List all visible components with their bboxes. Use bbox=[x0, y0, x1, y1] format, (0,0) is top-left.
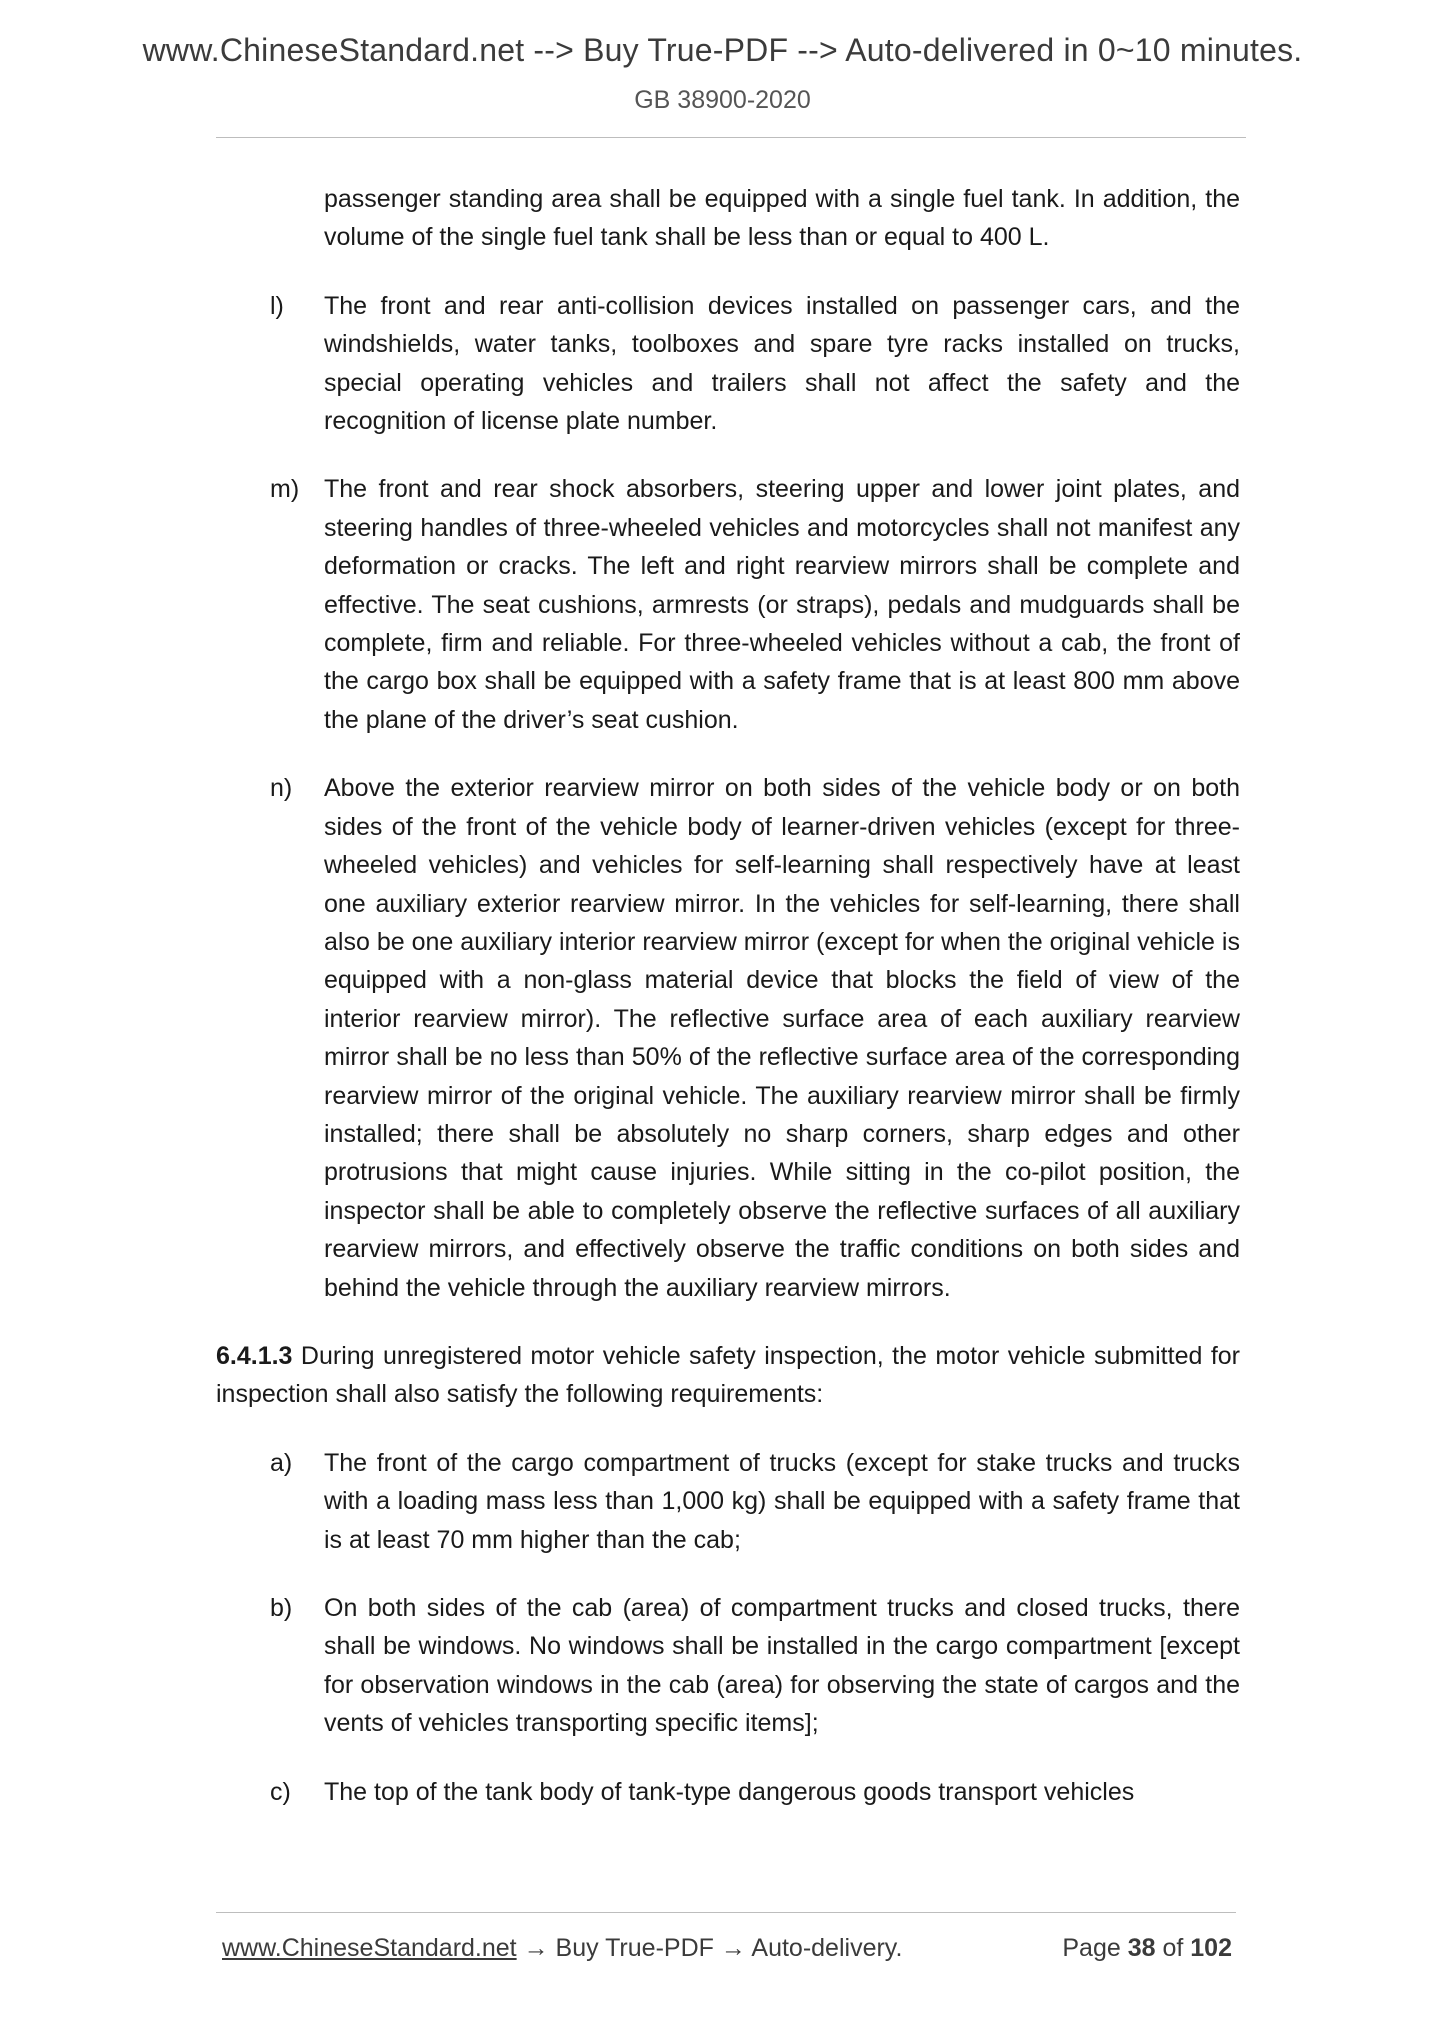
list-item-a bbox=[216, 1444, 1240, 1559]
list-item-b bbox=[216, 1589, 1240, 1743]
list-marker: n) bbox=[270, 774, 293, 803]
list-item-text: The front and rear anti-collision devices installed on passenger cars, and the windshields, water tanks, toolboxes and spare tyre racks installed on trucks, special operating vehicles and trailers shall not affect the safety and the recognition of license plate number. bbox=[324, 291, 1240, 436]
clause-6-4-1-3 bbox=[216, 1337, 1240, 1414]
list-item-n bbox=[216, 769, 1240, 1307]
list-item-text: The front of the cargo compartment of trucks (except for stake trucks and trucks with a loading mass less than 1,000 kg) shall be equipped with a safety frame that is at least 70 mm higher than the cab; bbox=[324, 1448, 1240, 1554]
page-label: Page bbox=[1062, 1934, 1121, 1962]
clause-text: During unregistered motor vehicle safety inspection, the motor vehicle submitted for inspection shall also satisfy the following requirements: bbox=[216, 1341, 1240, 1409]
list-marker: a) bbox=[270, 1448, 293, 1477]
footer-left bbox=[222, 1934, 902, 1962]
list-item-l bbox=[216, 287, 1240, 441]
list-item-m bbox=[216, 470, 1240, 739]
clause-number: 6.4.1.3 bbox=[216, 1341, 293, 1370]
page-footer bbox=[222, 1934, 1232, 1963]
list-marker: c) bbox=[270, 1777, 291, 1806]
footer-site-link[interactable]: www.ChineseStandard.net bbox=[222, 1934, 517, 1962]
page-content bbox=[216, 180, 1240, 1841]
footer-divider bbox=[216, 1912, 1236, 1913]
top-banner: www.ChineseStandard.net --> Buy True-PDF --> Auto-delivered in 0~10 minutes. bbox=[142, 32, 1303, 68]
list-marker: b) bbox=[270, 1594, 293, 1622]
list-marker: l) bbox=[270, 291, 284, 320]
list-item-text: On both sides of the cab (area) of compartment trucks and closed trucks, there shall be windows. No windows shall be installed in the cargo compartment [except for observation windows in the cab (area) for observing the state of cargos and the vents of vehicles transporting specific items]; bbox=[324, 1594, 1240, 1738]
of-label: of bbox=[1162, 1934, 1184, 1962]
header-divider bbox=[216, 137, 1246, 138]
list-item-c bbox=[216, 1773, 1240, 1811]
list-item-text: The front and rear shock absorbers, steering upper and lower joint plates, and steering handles of three-wheeled vehicles and motorcycles shall not manifest any deformation or cracks. The left and right rearview mirrors shall be complete and effective. The seat cushions, armrests (or straps), pedals and mudguards shall be complete, firm and reliable. For three-wheeled vehicles without a cab, the front of the cargo box shall be equipped with a safety frame that is at least 800 mm above the plane of the driver’s seat cushion. bbox=[324, 475, 1240, 734]
continuation-paragraph: passenger standing area shall be equipped with a single fuel tank. In addition, the volume of the single fuel tank shall be less than or equal to 400 L. bbox=[324, 185, 1240, 252]
list-marker: m) bbox=[270, 475, 300, 504]
footer-tail-text: → Buy True-PDF → Auto-delivery. bbox=[516, 1934, 903, 1962]
document-code: GB 38900-2020 bbox=[634, 86, 811, 114]
page-total: 102 bbox=[1190, 1934, 1232, 1962]
page-number: 38 bbox=[1127, 1934, 1156, 1962]
list-item-text: The top of the tank body of tank-type dangerous goods transport vehicles bbox=[324, 1777, 1135, 1806]
page-indicator bbox=[1062, 1934, 1232, 1963]
list-item-text: Above the exterior rearview mirror on both sides of the vehicle body or on both sides of the front of the vehicle body of learner-driven vehicles (except for three-wheeled vehicles) and vehicles for self-learning shall respectively have at least one auxiliary exterior rearview mirror. In the vehicles for self-learning, there shall also be one auxiliary interior rearview mirror (except for when the original vehicle is equipped with a non-glass material device that blocks the field of view of the interior rearview mirror). The reflective surface area of each auxiliary rearview mirror shall be no less than 50% of the reflective surface area of the corresponding rearview mirror of the original vehicle. The auxiliary rearview mirror shall be firmly installed; there shall be absolutely no sharp corners, sharp edges and other protrusions that might cause injuries. While sitting in the co-pilot position, the inspector shall be able to completely observe the reflective surfaces of all auxiliary rearview mirrors, and effectively observe the traffic conditions on both sides and behind the vehicle through the auxiliary rearview mirrors. bbox=[324, 774, 1240, 1302]
